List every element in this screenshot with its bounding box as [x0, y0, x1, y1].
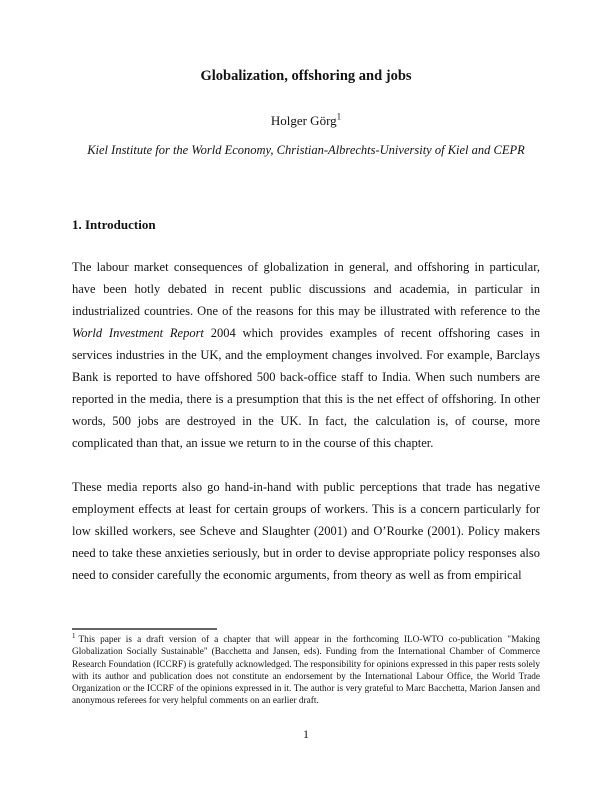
author-name: Holger Görg	[270, 113, 337, 128]
page-number: 1	[303, 727, 309, 741]
page-title: Globalization, offshoring and jobs	[200, 68, 412, 84]
section-heading-introduction: 1. Introduction	[72, 217, 156, 232]
paragraph-1-italic-report-title: World Investment Report	[72, 326, 204, 340]
footnote-text: This paper is a draft version of a chapter that will appear in the forthcoming ILO-WTO co-publication "Making Globalization Socially Sustainable" (Bacchetta and Jansen, eds). Funding from the International Chamber of Commerce Research Foundation (ICCRF) is gratefully acknowledged. The responsibility for opinions expressed in this paper rests solely with its author and publication does not constitute an endorsement by the International Labour Office, the World Trade Organization or the ICCRF of the opinions expressed in it. The author is very grateful to Marc Bacchetta, Marion Jansen and anonymous referees for very helpful comments on an earlier draft.	[72, 635, 540, 707]
footnote	[72, 631, 540, 708]
footnote-block	[72, 628, 540, 708]
author-footnote-ref: 1	[336, 111, 342, 122]
paragraph-1-text-before-italic: The labour market consequences of globalization in general, and offshoring in particular, have been hotly debated in recent public discussions and academia, in particular in industrialized countries. One of the reasons for this may be illustrated with reference to the	[72, 260, 540, 318]
footnote-marker: 1	[72, 631, 76, 640]
author-line	[72, 112, 540, 130]
paragraph-1-text-after-italic: 2004 which provides examples of recent offshoring cases in services industries in the UK, and the employment changes involved. For example, Barclays Bank is reported to have offshored 500 back-office staff to India. When such numbers are reported in the media, there is a presumption that this is the net effect of offshoring. In other words, 500 jobs are destroyed in the UK. In fact, the calculation is, of course, more complicated than that, an issue we return to in the course of this chapter.	[72, 326, 540, 450]
footnote-divider	[72, 628, 217, 630]
paragraph-1	[72, 256, 540, 454]
paragraph-2: These media reports also go hand-in-hand with public perceptions that trade has negative employment effects at least for certain groups of workers. This is a concern particularly for low skilled workers, see Scheve and Slaughter (2001) and O’Rourke (2001). Policy makers need to take these anxieties seriously, but in order to devise appropriate policy responses also need to consider carefully the economic arguments, from theory as well as from empirical	[72, 480, 540, 582]
author-affiliation: Kiel Institute for the World Economy, Christian-Albrechts-University of Kiel and CEPR	[87, 143, 525, 157]
